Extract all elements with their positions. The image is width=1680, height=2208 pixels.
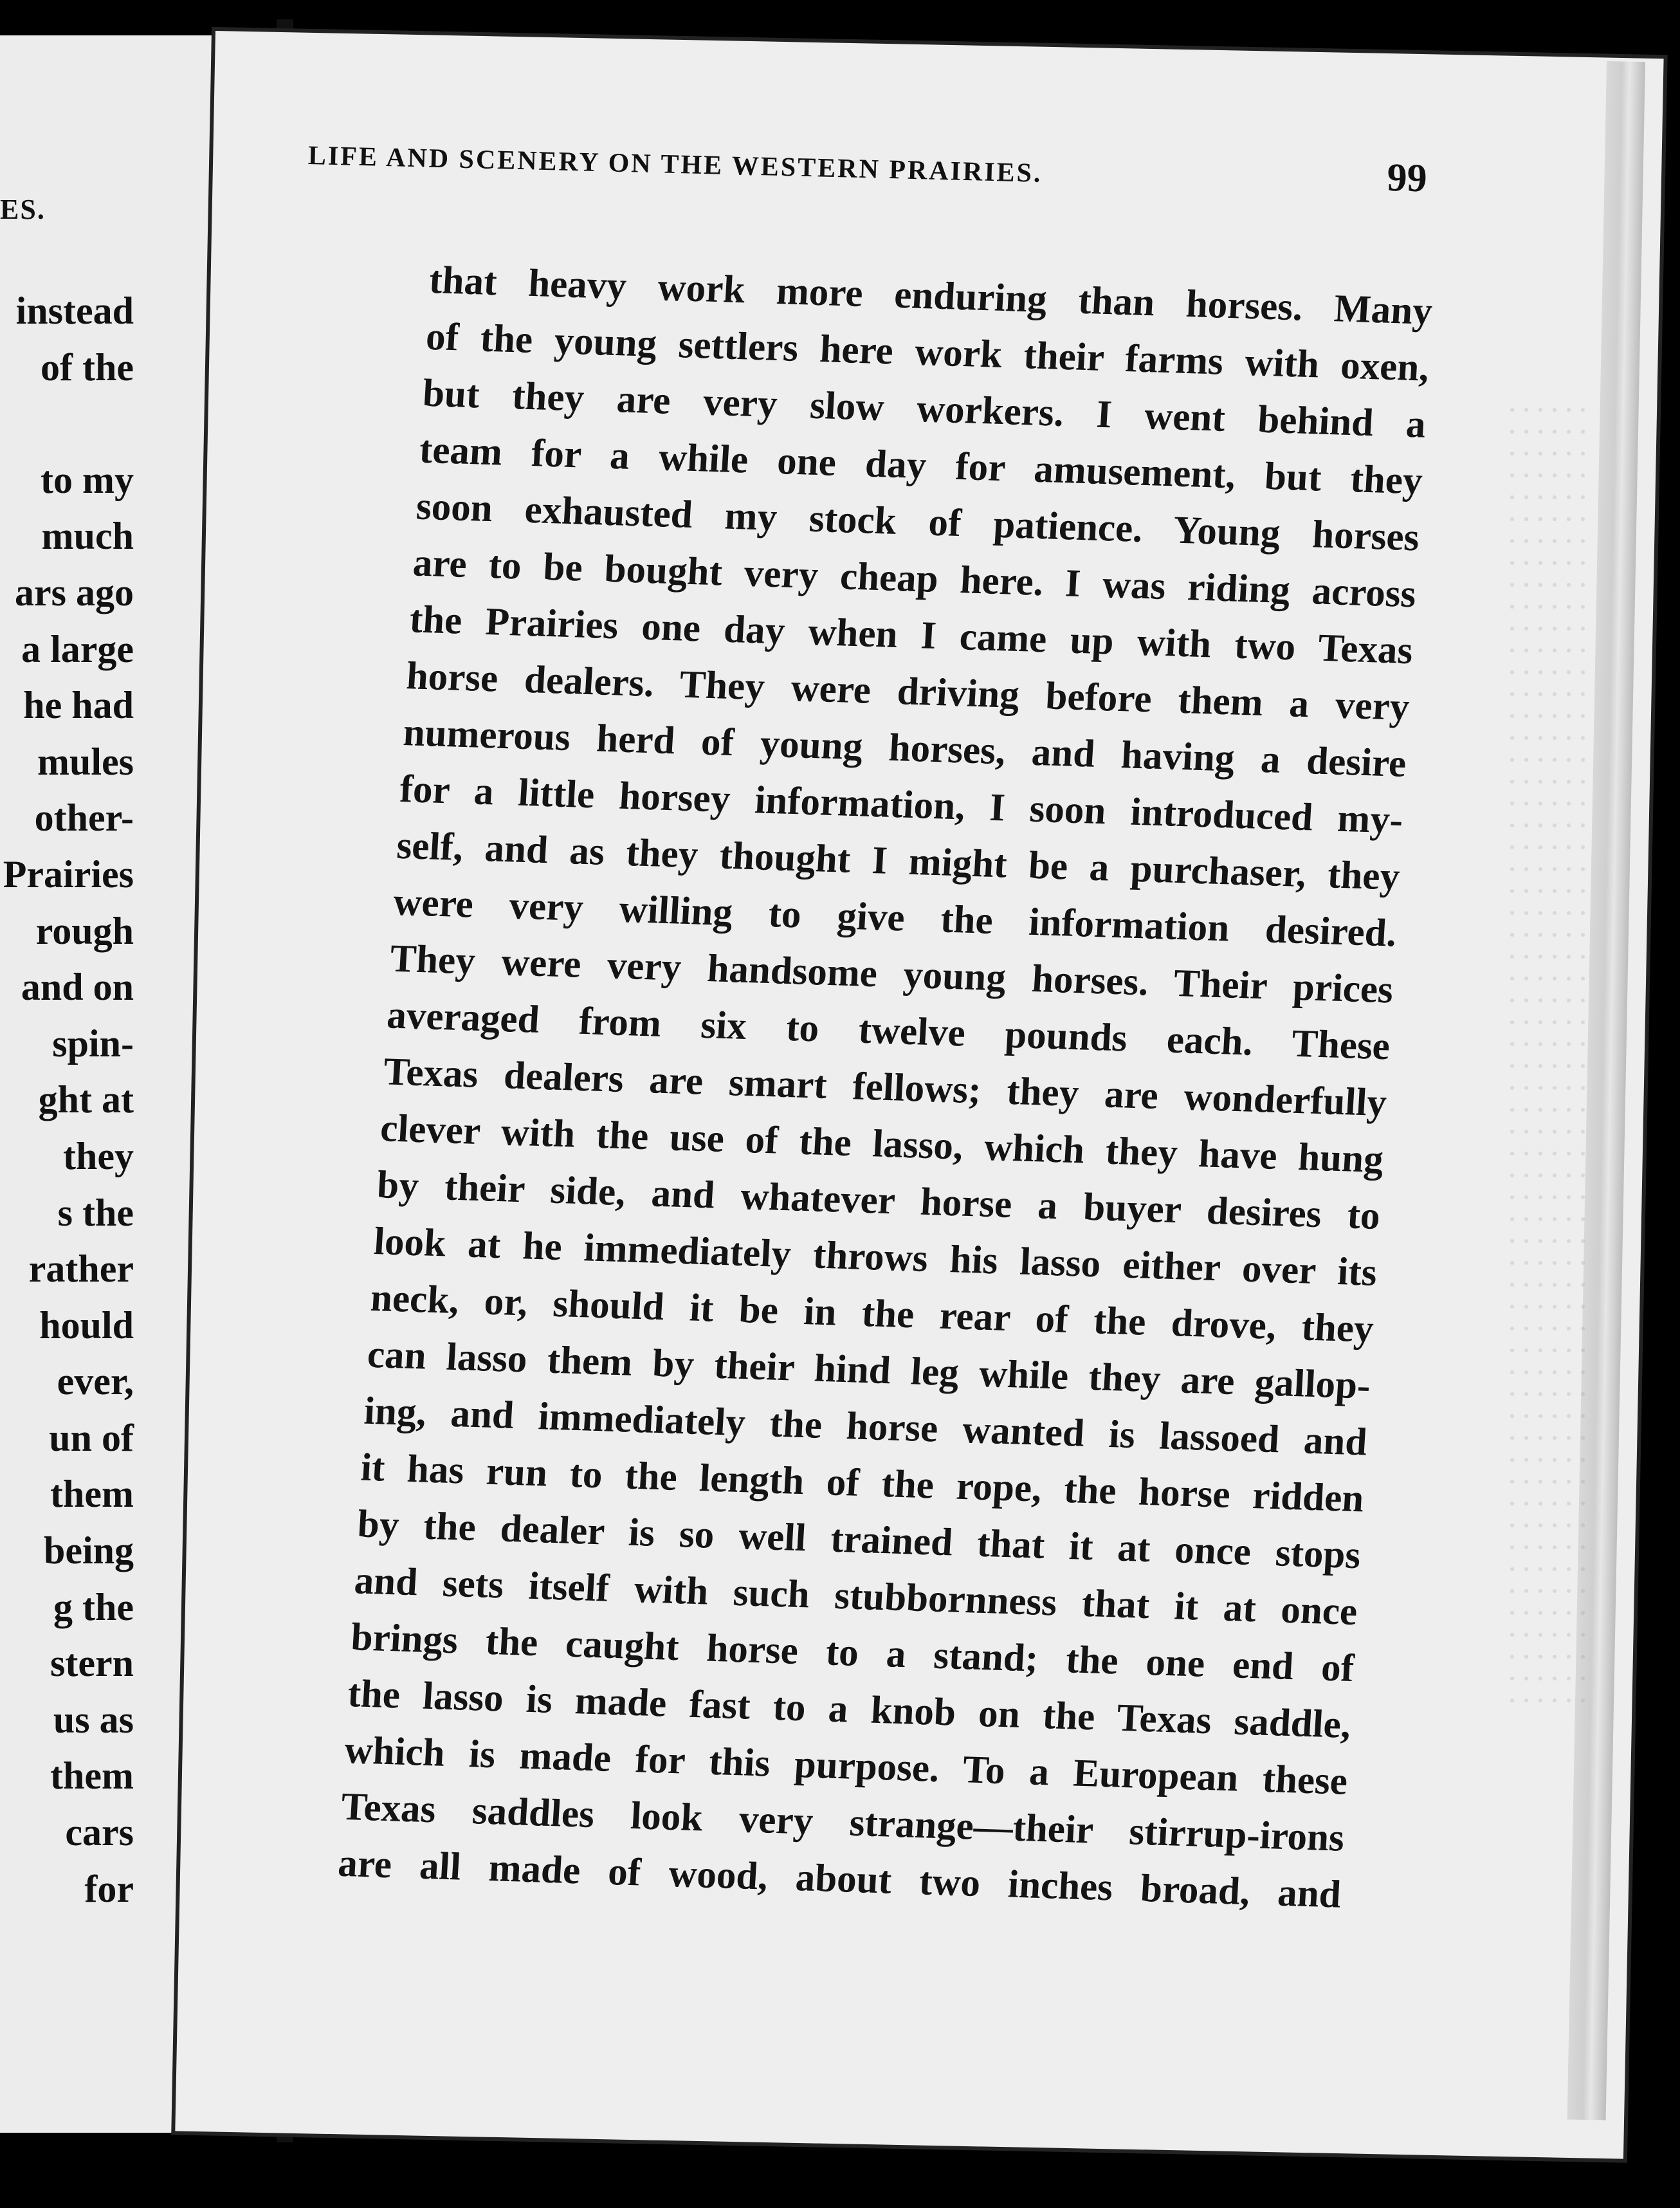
text-line: the Prairies one day when I came up with two Texas [408, 598, 1414, 673]
facing-page-line: hould [39, 1303, 134, 1347]
text-line: numerous herd of young horses, and having a desire [402, 711, 1408, 786]
text-line: self, and as they thought I might be a purchaser, they [395, 823, 1401, 899]
text-line: were very willing to give the information desired. [392, 880, 1398, 955]
facing-page-line: and on [21, 966, 134, 1009]
facing-page-line: stern [50, 1642, 134, 1685]
text-line: but they are very slow workers. I went behind a [421, 371, 1427, 446]
facing-page-line: Prairies [3, 852, 134, 896]
text-line: are to be bought very cheap here. I was riding across [412, 541, 1418, 616]
text-line: by the dealer is so well trained that it at once stops [356, 1502, 1362, 1578]
text-line: and sets itself with such stubbornness that it at once [353, 1559, 1359, 1634]
facing-page-line: cars [65, 1811, 134, 1854]
facing-page-line: s the [57, 1191, 134, 1234]
facing-page-line: g the [53, 1585, 134, 1628]
facing-page-line: of the [41, 345, 134, 389]
text-line: by their side, and whatever horse a buyer desires to [376, 1163, 1382, 1238]
facing-page-line: they [63, 1134, 134, 1177]
text-line: are all made of wood, about two inches broad, and [336, 1841, 1342, 1917]
bleed-through-marks [1505, 399, 1589, 1718]
running-title: LIFE AND SCENERY ON THE WESTERN PRAIRIES. [307, 140, 1043, 189]
text-line: which is made for this purpose. To a European these [343, 1728, 1349, 1803]
text-line: can lasso them by their hind leg while they are gallop- [366, 1332, 1372, 1408]
text-line: horse dealers. They were driving before them a very [405, 654, 1411, 730]
text-line: for a little horsey information, I soon introduced my- [398, 767, 1405, 842]
facing-page-line: a large [21, 627, 134, 670]
facing-page-line: rather [28, 1247, 134, 1291]
text-line: They were very handsome young horses. Their prices [388, 937, 1394, 1012]
text-line: averaged from six to twelve pounds each. These [385, 993, 1391, 1069]
facing-page-text [0, 283, 134, 1917]
facing-page-line: ever, [57, 1360, 134, 1403]
facing-page-line [0, 396, 134, 452]
facing-page-line: us as [53, 1698, 134, 1741]
text-line: the lasso is made fast to a knob on the Texas saddle, [346, 1672, 1352, 1747]
facing-page-line: being [43, 1529, 134, 1572]
facing-page-line: to my [41, 458, 134, 501]
text-line: clever with the use of the lasso, which they have hung [379, 1107, 1385, 1182]
text-line: soon exhausted my stock of patience. Young horses [415, 484, 1421, 560]
text-line: brings the caught horse to a stand; the one end of [349, 1615, 1356, 1691]
facing-page-running-head: ES. [0, 194, 46, 225]
text-line: ing, and immediately the horse wanted is lassoed and [363, 1389, 1369, 1464]
facing-page-line: spin- [52, 1022, 134, 1065]
facing-page-line: for [84, 1867, 134, 1910]
page-number: 99 [1386, 155, 1428, 201]
text-line: Texas dealers are smart fellows; they are wonderfully [382, 1050, 1388, 1125]
text-line: of the young settlers here work their farms with oxen, [425, 315, 1430, 390]
facing-page-line: them [50, 1754, 134, 1798]
text-line: Texas saddles look very strange—their stirrup-irons [340, 1785, 1346, 1860]
facing-page-line: he had [23, 684, 134, 727]
facing-page-line: mules [37, 740, 134, 783]
facing-page-line: rough [35, 909, 134, 952]
text-line: neck, or, should it be in the rear of the drove, they [369, 1276, 1375, 1351]
facing-page-line: them [50, 1473, 134, 1516]
facing-page-line: instead [15, 290, 134, 332]
text-line: team for a while one day for amusement, but they [418, 428, 1424, 503]
facing-page-line: ght at [38, 1078, 134, 1121]
facing-page-line: ars ago [15, 571, 134, 614]
facing-page-line: much [41, 515, 134, 558]
text-line: look at he immediately throws his lasso either over its [372, 1220, 1378, 1294]
text-line: it has run to the length of the rope, the horse ridden [360, 1446, 1365, 1521]
text-line: that heavy work more enduring than horses. Many [428, 258, 1434, 333]
facing-page-line: other- [34, 796, 134, 840]
body-text [336, 252, 1434, 1924]
facing-page-line: un of [49, 1416, 134, 1459]
